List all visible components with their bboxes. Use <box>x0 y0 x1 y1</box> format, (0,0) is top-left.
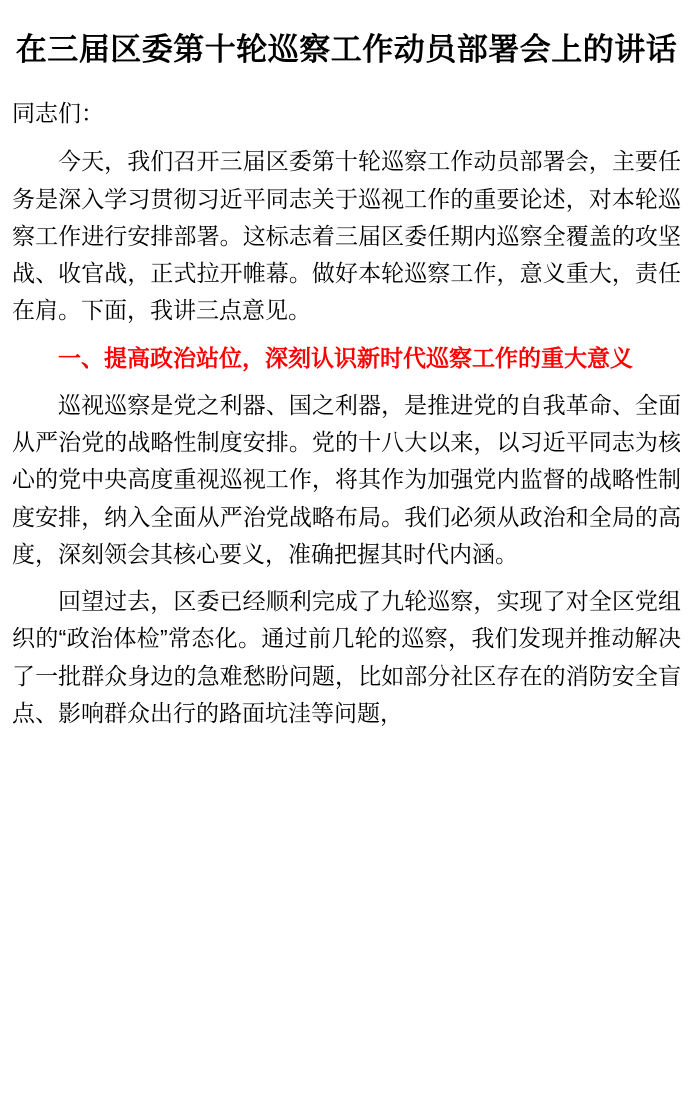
section-heading-one: 一、提高政治站位，深刻认识新时代巡察工作的重大意义 <box>58 344 633 371</box>
paragraph-section-one-b: 回望过去，区委已经顺利完成了九轮巡察，实现了对全区党组织的“政治体检”常态化。通过前几轮的巡察，我们发现并推动解决了一批群众身边的急难愁盼问题，比如部分社区存在的消防安全盲点、影响群众出行的路面坑洼等问题， <box>12 588 681 726</box>
page-title: 在三届区委第十轮巡察工作动员部署会上的讲话 <box>15 32 678 67</box>
paragraph-section-one-a: 巡视巡察是党之利器、国之利器，是推进党的自我革命、全面从严治党的战略性制度安排。党的十八大以来，以习近平同志为核心的党中央高度重视巡视工作，将其作为加强党内监督的战略性制度安排，纳入全面从严治党战略布局。我们必须从政治和全局的高度，深刻领会其核心要义，准确把握其时代内涵。 <box>12 391 681 567</box>
salutation: 同志们： <box>12 99 104 126</box>
paragraph-intro: 今天，我们召开三届区委第十轮巡察工作动员部署会，主要任务是深入学习贯彻习近平同志关于巡视工作的重要论述，对本轮巡察工作进行安排部署。这标志着三届区委任期内巡察全覆盖的攻坚战、收官战，正式拉开帷幕。做好本轮巡察工作，意义重大，责任在肩。下面，我讲三点意见。 <box>12 148 681 324</box>
